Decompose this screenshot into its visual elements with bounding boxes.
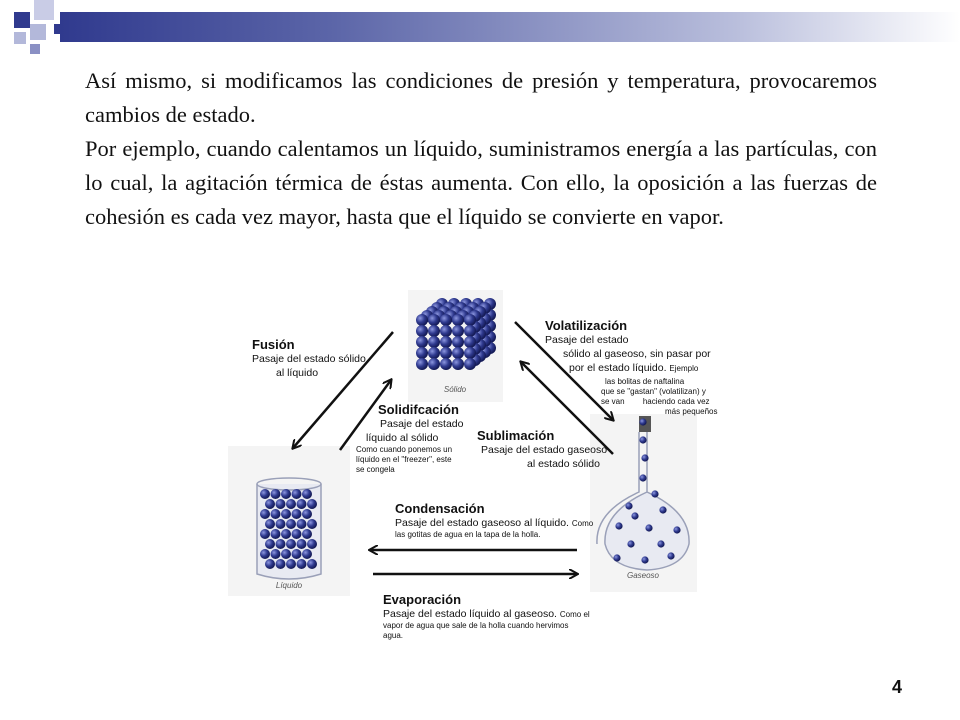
volatilization-label: Volatilización Pasaje del estado sólido al gaseoso, sin pasar por por el estado líquido. Ejemplo las bolitas de naftalina que se "gastan" (volatilizan) y se van haciendo cada vez más pequeños — [545, 318, 718, 416]
particle — [651, 490, 658, 497]
paragraph-2: Por ejemplo, cuando calentamos un líquido, suministramos energía a las partículas, con lo cual, la agitación térmica de éstas aumenta. Con ello, la oposición a las fuerzas de cohesión es cada vez mayor, hasta que el líquido se convierte en vapor. — [85, 136, 877, 229]
particle — [297, 499, 307, 509]
evaporation-label: Evaporación Pasaje del estado líquido al gaseoso. Como el vapor de agua que sale de la holla cuando hervimos agua. — [383, 592, 590, 640]
particle — [673, 526, 680, 533]
particle — [440, 336, 452, 348]
particle — [452, 325, 464, 337]
particle — [292, 549, 302, 559]
page-number: 4 — [891, 677, 902, 697]
particle — [639, 436, 646, 443]
particle — [416, 314, 428, 326]
particle — [307, 519, 317, 529]
particle — [260, 489, 270, 499]
particle — [281, 509, 291, 519]
particle — [639, 474, 646, 481]
particle — [297, 519, 307, 529]
particle — [440, 358, 452, 370]
particle — [452, 314, 464, 326]
particle — [416, 347, 428, 359]
particle — [452, 347, 464, 359]
sublimation-title: Sublimación — [477, 428, 555, 443]
particle — [260, 509, 270, 519]
particle — [613, 554, 620, 561]
particle — [265, 539, 275, 549]
particle — [428, 347, 440, 359]
slide-body — [85, 64, 877, 234]
particle — [307, 559, 317, 569]
particle — [627, 540, 634, 547]
particle — [641, 454, 648, 461]
particle — [307, 499, 317, 509]
particle — [639, 418, 646, 425]
particle — [292, 509, 302, 519]
particle — [292, 489, 302, 499]
particle — [302, 489, 312, 499]
particle — [302, 509, 312, 519]
particle — [440, 314, 452, 326]
particle — [271, 549, 281, 559]
particle — [281, 529, 291, 539]
liquid-illustration — [228, 446, 350, 596]
particle — [416, 336, 428, 348]
states-of-matter-diagram — [225, 282, 745, 652]
particle — [428, 336, 440, 348]
particle — [286, 559, 296, 569]
particle — [440, 325, 452, 337]
particle — [281, 549, 291, 559]
particle — [428, 325, 440, 337]
condensation-label: Condensación Pasaje del estado gaseoso al líquido. Como las gotitas de agua en la tapa de la holla. — [395, 501, 594, 539]
particle — [416, 325, 428, 337]
particle — [271, 529, 281, 539]
particle — [297, 559, 307, 569]
particle — [297, 539, 307, 549]
particle — [667, 552, 674, 559]
particle — [286, 499, 296, 509]
particle — [464, 358, 476, 370]
particle — [260, 529, 270, 539]
gas-caption: Gaseoso — [626, 571, 660, 580]
particle — [276, 559, 286, 569]
particle — [286, 519, 296, 529]
particle — [302, 549, 312, 559]
particle — [265, 499, 275, 509]
particle — [641, 556, 648, 563]
particle — [659, 506, 666, 513]
solidification-label: Solidifcación Pasaje del estado líquido al sólido Como cuando ponemos un líquido en el "freezer", este se congela — [356, 402, 464, 474]
paragraph-1: Así mismo, si modificamos las condiciones de presión y temperatura, provocaremos cambios de estado. — [85, 68, 877, 127]
condensation-title: Condensación — [395, 501, 485, 516]
particle — [265, 559, 275, 569]
particle — [302, 529, 312, 539]
particle — [464, 336, 476, 348]
particle — [286, 539, 296, 549]
particle — [271, 509, 281, 519]
particle — [428, 358, 440, 370]
solidification-title: Solidifcación — [378, 402, 459, 417]
particle — [271, 489, 281, 499]
fusion-label: Fusión Pasaje del estado sólido al líquido — [252, 337, 366, 379]
evaporation-title: Evaporación — [383, 592, 462, 607]
particle — [615, 522, 622, 529]
liquid-caption: Líquido — [275, 581, 303, 590]
particle — [265, 519, 275, 529]
sublimation-label: Sublimación Pasaje del estado gaseoso al estado sólido — [477, 428, 608, 470]
particle — [452, 358, 464, 370]
particle — [276, 519, 286, 529]
particle — [440, 347, 452, 359]
particle — [416, 358, 428, 370]
particle — [645, 524, 652, 531]
particle — [307, 539, 317, 549]
solid-caption: Sólido — [443, 385, 467, 394]
title-bar — [60, 12, 960, 42]
particle — [631, 512, 638, 519]
solid-illustration — [408, 290, 503, 402]
particle — [657, 540, 664, 547]
fusion-title: Fusión — [252, 337, 295, 352]
particle — [464, 347, 476, 359]
volatilization-title: Volatilización — [545, 318, 628, 333]
particle — [625, 502, 632, 509]
particle — [276, 539, 286, 549]
particle — [260, 549, 270, 559]
particle — [281, 489, 291, 499]
particle — [276, 499, 286, 509]
particle — [464, 325, 476, 337]
particle — [452, 336, 464, 348]
particle — [428, 314, 440, 326]
particle — [464, 314, 476, 326]
particle — [292, 529, 302, 539]
